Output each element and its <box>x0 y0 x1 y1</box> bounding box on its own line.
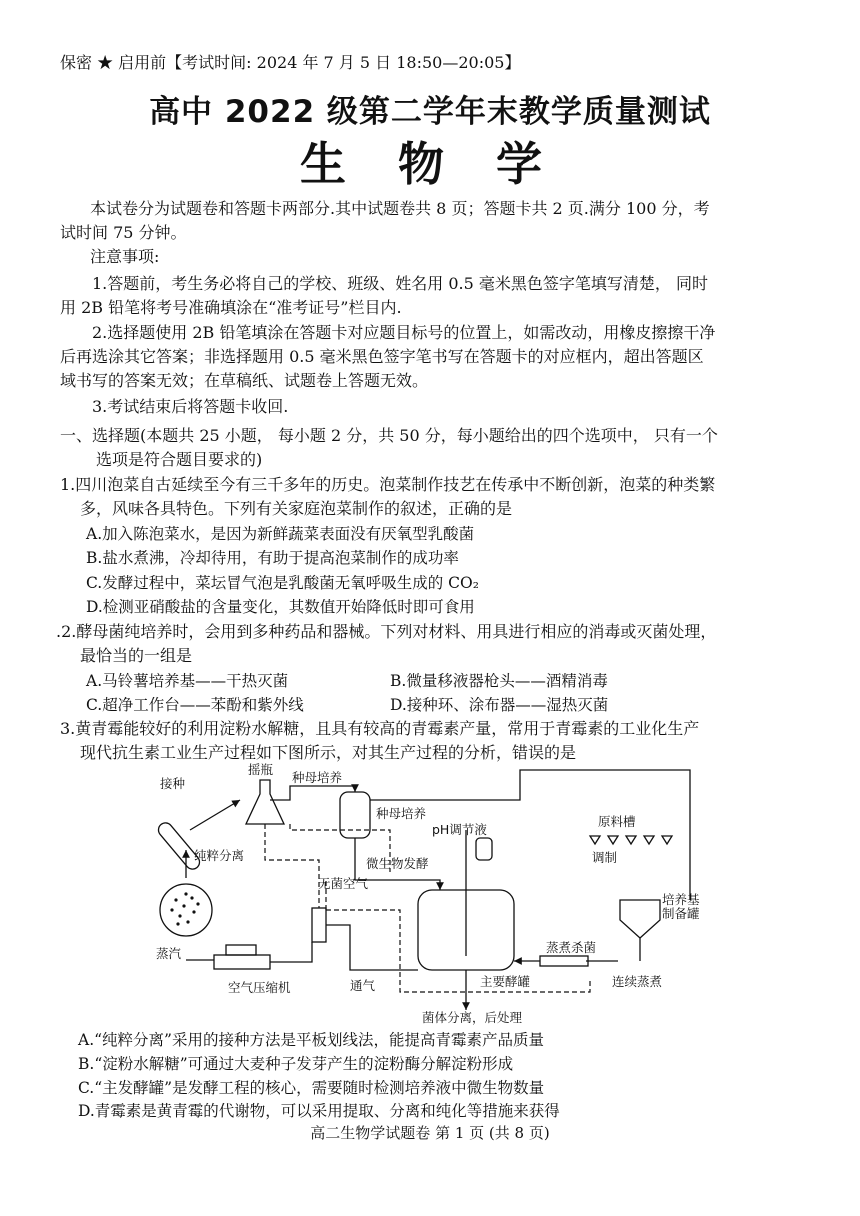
diagram-label: pH调节液 <box>432 822 487 837</box>
question-stem: 多，风味各具特色。下列有关家庭泡菜制作的叙述，正确的是 <box>80 499 513 518</box>
notice-item: 2.选择题使用 2B 铅笔填涂在答题卡对应题目标号的位置上，如需改动，用橡皮擦擦干净 <box>92 323 716 342</box>
notice-item: 1.答题前，考生务必将自己的学校、班级、姓名用 0.5 毫米黑色签字笔填写清楚， 同时 <box>92 274 708 293</box>
diagram-label: 纯粹分离 <box>194 848 245 863</box>
subject-title: 生 物 学 <box>299 137 561 191</box>
option: A.马铃薯培养基——干热灭菌 <box>86 672 289 690</box>
option: B.盐水煮沸，冷却待用，有助于提高泡菜制作的成功率 <box>86 549 459 567</box>
diagram-label: 无菌空气 <box>318 876 369 891</box>
diagram-label: 种母培养 <box>292 770 343 785</box>
notice-heading: 注意事项: <box>90 247 160 266</box>
notice-item: 域书写的答案无效；在草稿纸、试题卷上答题无效。 <box>60 371 429 390</box>
section-heading: 选项是符合题目要求的) <box>96 450 263 469</box>
question-stem: 最恰当的一组是 <box>80 646 193 665</box>
option: C.“主发酵罐”是发酵工程的核心，需要随时检测培养液中微生物数量 <box>78 1079 545 1097</box>
section-heading: 一、选择题(本题共 25 小题， 每小题 2 分，共 50 分，每小题给出的四个选项中， 只有一个 <box>60 426 718 445</box>
notice-item: 3.考试结束后将答题卡收回. <box>92 397 289 416</box>
intro-line: 试时间 75 分钟。 <box>60 223 187 242</box>
diagram-label: 蒸汽 <box>156 946 182 961</box>
question-stem: .2.酵母菌纯培养时，会用到多种药品和器械。下列对材料、用具进行相应的消毒或灭菌处理， <box>56 622 717 641</box>
exam-title: 高中 2022 级第二学年末教学质量测试 <box>149 94 711 130</box>
diagram-label: 菌体分离，后处理 <box>422 1010 523 1025</box>
intro-line: 本试卷分为试题卷和答题卡两部分.其中试题卷共 8 页；答题卡共 2 页.满分 100 分，考 <box>90 199 710 218</box>
notice-item: 用 2B 铅笔将考号准确填涂在“准考证号”栏目内. <box>60 298 402 317</box>
option: A.加入陈泡菜水，是因为新鲜蔬菜表面没有厌氧型乳酸菌 <box>86 525 475 543</box>
option: B.微量移液器枪头——酒精消毒 <box>390 672 608 690</box>
page-footer: 高二生物学试题卷 第 1 页 (共 8 页) <box>310 1124 550 1142</box>
option: A.“纯粹分离”采用的接种方法是平板划线法，能提高青霉素产品质量 <box>78 1031 544 1049</box>
diagram-label: 种母培养 <box>376 806 427 821</box>
diagram-label: 原料槽 <box>598 814 636 829</box>
option: C.发酵过程中，菜坛冒气泡是乳酸菌无氧呼吸生成的 CO₂ <box>86 574 479 592</box>
exam-header-line: 保密 ★ 启用前【考试时间: 2024 年 7 月 5 日 18:50—20:05】 <box>60 53 521 72</box>
notice-item: 后再选涂其它答案；非选择题用 0.5 毫米黑色签字笔书写在答题卡的对应框内，超出答题区 <box>60 347 704 366</box>
diagram-label: 通气 <box>350 978 376 993</box>
option: D.接种环、涂布器——湿热灭菌 <box>390 696 609 714</box>
option: C.超净工作台——苯酚和紫外线 <box>86 696 304 714</box>
option: D.青霉素是黄青霉的代谢物，可以采用提取、分离和纯化等措施来获得 <box>78 1102 560 1120</box>
diagram-label: 微生物发酵 <box>366 856 429 871</box>
question-stem: 现代抗生素工业生产过程如下图所示，对其生产过程的分析，错误的是 <box>80 743 577 762</box>
diagram-label: 摇瓶 <box>248 762 274 777</box>
diagram-label: 调制 <box>592 850 618 865</box>
question-stem: 3.黄青霉能较好的利用淀粉水解糖，且具有较高的青霉素产量，常用于青霉素的工业化生产 <box>60 719 700 738</box>
diagram-label: 蒸煮杀菌 <box>546 940 597 955</box>
diagram-label: 主要酵罐 <box>480 974 531 989</box>
diagram-label: 连续蒸煮 <box>612 974 663 989</box>
question-stem: 1.四川泡菜自古延续至今有三千多年的历史。泡菜制作技艺在传承中不断创新，泡菜的种类繁 <box>60 475 716 494</box>
diagram-label: 制备罐 <box>662 906 700 921</box>
diagram-label: 空气压缩机 <box>228 980 291 995</box>
option: B.“淀粉水解糖”可通过大麦种子发芽产生的淀粉酶分解淀粉形成 <box>78 1055 514 1073</box>
diagram-label: 培养基 <box>662 892 700 907</box>
option: D.检测亚硝酸盐的含量变化，其数值开始降低时即可食用 <box>86 598 475 616</box>
diagram-label: 接种 <box>160 776 186 791</box>
penicillin-production-diagram <box>150 760 710 1028</box>
